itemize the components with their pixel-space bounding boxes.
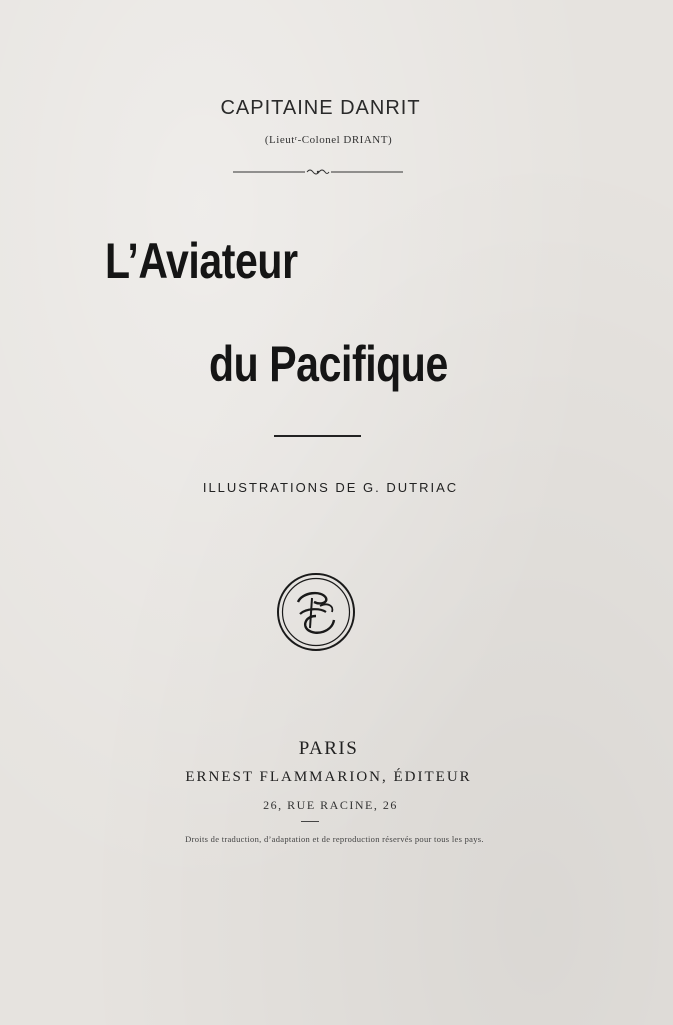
title-line-2: du Pacifique xyxy=(209,336,448,392)
title-line-1: L’Aviateur xyxy=(105,233,298,289)
illustrations-credit: ILLUSTRATIONS DE G. DUTRIAC xyxy=(202,480,459,495)
ornamental-rule xyxy=(233,166,403,178)
rights-notice: Droits de traduction, d’adaptation et de reproduction réservés pour tous les pays. xyxy=(185,834,484,844)
author-name: CAPITAINE DANRIT xyxy=(220,97,421,119)
address-rule xyxy=(301,821,319,822)
author-pseudonym-note: (Lieutʳ-Colonel DRIANT) xyxy=(264,134,393,146)
imprint-city: PARIS xyxy=(298,738,359,759)
imprint-address: 26, RUE RACINE, 26 xyxy=(263,798,398,812)
title-underline-rule xyxy=(274,435,361,437)
imprint-publisher: ERNEST FLAMMARION, ÉDITEUR xyxy=(185,769,472,785)
publisher-monogram-seal-icon xyxy=(276,572,356,652)
